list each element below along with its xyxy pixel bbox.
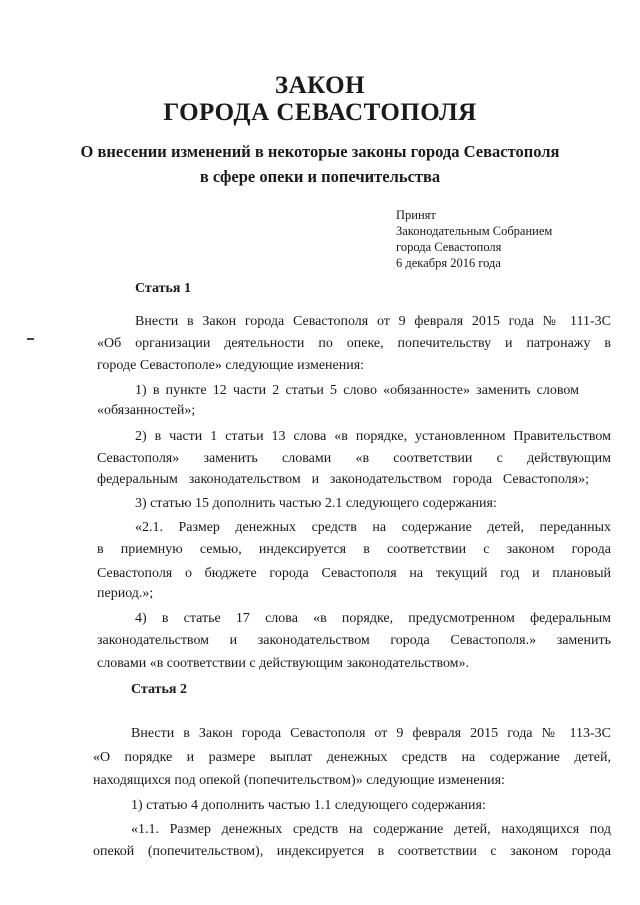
article-2-heading: Статья 2 <box>131 682 187 697</box>
article-1-line: «обязанностей»; <box>97 403 196 418</box>
article-2-line: «О порядке и размере выплат денежных средств на содержание детей, <box>93 750 611 765</box>
article-2-line: находящихся под опекой (попечительством)» следующие изменения: <box>93 773 505 788</box>
article-1-line: период.»; <box>97 586 154 601</box>
law-title: ЗАКОН <box>274 72 366 99</box>
law-city-title: ГОРОДА СЕВАСТОПОЛЯ <box>163 99 477 126</box>
article-2-line: 1) статью 4 дополнить частью 1.1 следующего содержания: <box>131 798 486 813</box>
article-1-line: законодательством и законодательством города Севастополя.» заменить <box>97 633 611 648</box>
article-1-line: словами «в соответствии с действующим законодательством». <box>97 656 470 671</box>
article-1-line: Севастополя» заменить словами «в соответствии с действующим <box>97 451 611 466</box>
adoption-line: города Севастополя <box>396 240 502 254</box>
article-1-line: 2) в части 1 статьи 13 слова «в порядке, установленном Правительством <box>135 429 611 444</box>
adoption-date: 6 декабря 2016 года <box>396 256 501 270</box>
law-subtitle-line1: О внесении изменений в некоторые законы города Севастополя <box>80 142 560 161</box>
article-1-line: 1) в пункте 12 части 2 статьи 5 слово «обязанносте» заменить словом <box>135 383 579 398</box>
adoption-note <box>396 207 552 271</box>
article-2-line: «1.1. Размер денежных средств на содержание детей, находящихся под <box>131 822 611 837</box>
margin-mark <box>27 338 34 340</box>
article-1-line: 4) в статье 17 слова «в порядке, предусмотренном федеральным <box>135 611 611 626</box>
article-1-line: городе Севастополе» следующие изменения: <box>97 358 365 373</box>
article-1-line: федеральным законодательством и законодательством города Севастополя»; <box>97 472 589 487</box>
article-1-heading: Статья 1 <box>135 281 191 296</box>
article-1-line: 3) статью 15 дополнить частью 2.1 следующего содержания: <box>135 496 497 511</box>
adoption-line: Принят <box>396 208 436 222</box>
law-subtitle-line2: в сфере опеки и попечительства <box>199 167 441 186</box>
article-2-line: опекой (попечительством), индексируется в соответствии с законом города <box>93 844 611 859</box>
article-1-line: «2.1. Размер денежных средств на содержание детей, переданных <box>135 520 611 535</box>
article-2-line: Внести в Закон города Севастополя от 9 февраля 2015 года № 113-3С <box>131 726 611 741</box>
article-1-line: Внести в Закон города Севастополя от 9 февраля 2015 года № 111-3С <box>135 314 611 329</box>
article-1-line: «Об организации деятельности по опеке, попечительству и патронажу в <box>97 336 611 351</box>
adoption-line: Законодательным Собранием <box>396 224 553 238</box>
article-1-line: Севастополя о бюджете города Севастополя на текущий год и плановый <box>97 566 611 581</box>
article-1-line: в приемную семью, индексируется в соответствии с законом города <box>97 542 611 557</box>
